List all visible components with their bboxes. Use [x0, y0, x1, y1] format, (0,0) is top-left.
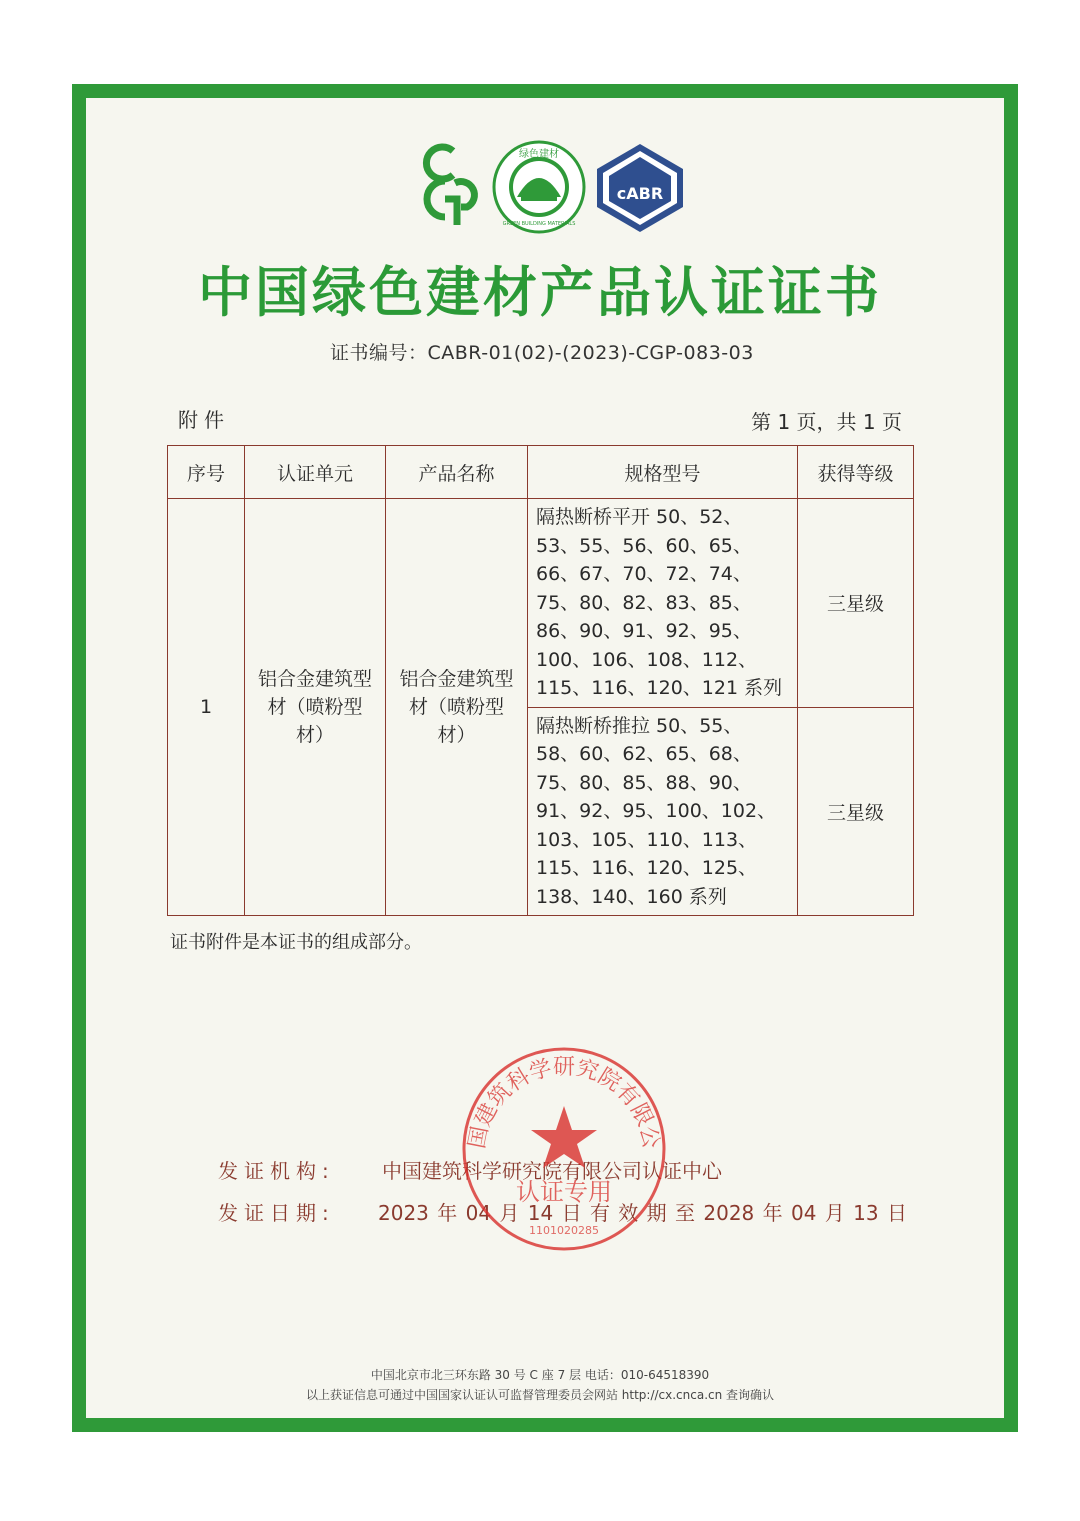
spec-line: 58、60、62、65、68、: [536, 743, 752, 765]
green-building-materials-seal-icon: [491, 139, 587, 235]
spec-line: 86、90、91、92、95、: [536, 620, 752, 642]
svg-text:GREEN BUILDING MATERIALS: GREEN BUILDING MATERIALS: [502, 221, 576, 227]
spec-line: 100、106、108、112、: [536, 648, 758, 671]
grade-cell-casement: 三星级: [798, 499, 914, 708]
spec-line: 115、116、120、125、: [536, 857, 758, 879]
row-product: 铝合金建筑型材（喷粉型材）: [386, 499, 528, 916]
svg-text:认证专用: 认证专用: [516, 1178, 612, 1206]
spec-line: 75、80、85、88、90、: [536, 771, 752, 794]
cabr-logo-icon: [593, 141, 687, 235]
svg-text:1101020285: 1101020285: [529, 1224, 599, 1237]
header-grade: 获得等级: [798, 446, 914, 499]
spec-line: 隔热断桥平开 50、52、: [536, 506, 743, 528]
certification-table: [167, 445, 914, 916]
header-product: 产品名称: [386, 446, 528, 499]
cgp-logo-icon: [405, 137, 485, 237]
footer-address: 中国北京市北三环东路 30 号 C 座 7 层 电话：010-64518390: [370, 1368, 710, 1382]
spec-cell-casement: [528, 499, 798, 708]
issuer-label: 发证机构:: [218, 1159, 335, 1183]
spec-line: 91、92、95、100、102、: [536, 800, 777, 822]
logo-group: [405, 137, 705, 237]
spec-line: 66、67、70、72、74、: [536, 563, 752, 585]
header-unit: 认证单元: [245, 446, 386, 499]
row-index: 1: [168, 499, 245, 916]
spec-line: 103、105、110、113、: [536, 828, 758, 851]
table-header-row: [168, 446, 914, 499]
svg-text:中国建筑科学研究院有限公司: 国建筑科学研究院有限公: [464, 1055, 664, 1151]
grade-cell-sliding: 三星级: [798, 707, 914, 916]
page-info: 第 1 页，共 1 页: [751, 410, 902, 434]
spec-line: 115、116、120、121 系列: [536, 677, 783, 699]
issue-date-label: 发证日期:: [218, 1201, 335, 1225]
spec-cell-sliding: [528, 707, 798, 916]
header-spec: 规格型号: [528, 446, 798, 499]
issuer-value: 中国建筑科学研究院有限公司认证中心: [382, 1159, 722, 1183]
spec-line: 138、140、160 系列: [536, 885, 727, 908]
attachment-note: 证书附件是本证书的组成部分。: [170, 932, 422, 953]
certificate-number: 证书编号：CABR-01(02)-(2023)-CGP-083-03: [330, 342, 754, 364]
certificate-title: 中国绿色建材产品认证证书: [198, 260, 882, 324]
row-unit: 铝合金建筑型材（喷粉型材）: [245, 499, 386, 916]
header-index: 序号: [168, 446, 245, 499]
svg-text:绿色建材: 绿色建材: [519, 149, 559, 160]
svg-text:cABR: cABR: [616, 184, 664, 203]
spec-line: 75、80、82、83、85、: [536, 591, 752, 614]
spec-line: 53、55、56、60、65、: [536, 534, 752, 557]
attachment-label: 附件: [178, 408, 230, 432]
spec-line: 隔热断桥推拉 50、55、: [536, 714, 743, 737]
footer-verify: 以上获证信息可通过中国国家认证认可监督管理委员会网站 http://cx.cnca.cn 查询确认: [305, 1388, 775, 1402]
table-row: [168, 499, 914, 708]
issue-date-value: 2023 年 04 月 14 日 有 效 期 至 2028 年 04 月 13 日: [378, 1201, 907, 1225]
official-seal-icon: [454, 1044, 674, 1254]
